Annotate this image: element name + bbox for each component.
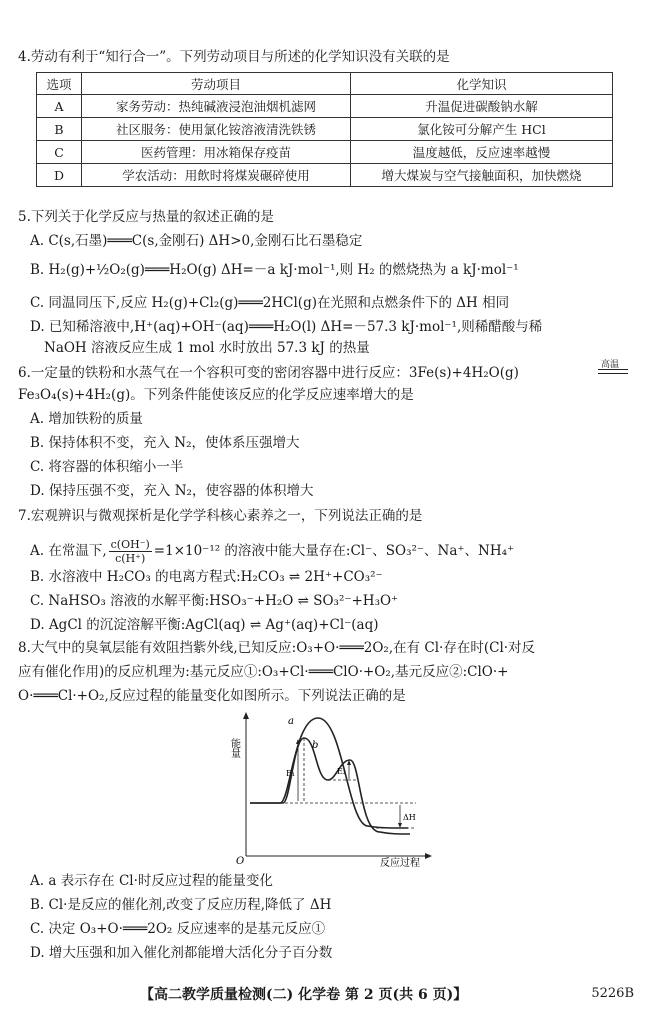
q7-option-d: D. AgCl 的沉淀溶解平衡:AgCl(aq) ⇌ Ag⁺(aq)+Cl⁻(aq) <box>30 617 379 633</box>
curve-a <box>250 718 408 828</box>
page-footer: 【高二教学质量检测(二) 化学卷 第 2 页(共 6 页)】 <box>140 987 468 1003</box>
q6-equal-sign <box>598 369 628 374</box>
q5-option-d-line2: NaOH 溶液反应生成 1 mol 水时放出 57.3 kJ 的热量 <box>44 340 370 356</box>
cell-labor: 社区服务：使用氯化铵溶液清洗铁锈 <box>82 118 351 141</box>
q6-option-a: A. 增加铁粉的质量 <box>30 411 143 427</box>
e2-label: E₂ <box>337 767 347 776</box>
q5-option-b: B. H₂(g)+½O₂(g)═══H₂O(g) ΔH=－a kJ·mol⁻¹,则 H₂ 的燃烧热为 a kJ·mol⁻¹ <box>30 262 519 278</box>
table-header-row <box>37 73 613 95</box>
cell-option: C <box>37 141 82 164</box>
cell-option: A <box>37 95 82 118</box>
curve-b-label: b <box>312 740 319 751</box>
cell-labor: 学农活动：用飲时将煤炭碾碎使用 <box>82 164 351 187</box>
x-axis-label: 反应过程 <box>380 858 420 868</box>
cell-knowledge: 氯化铵可分解产生 HCl <box>351 118 613 141</box>
curve-b <box>250 738 410 834</box>
q6-option-b: B. 保持体积不变，充入 N₂，使体系压强增大 <box>30 435 300 451</box>
y-axis-arrow <box>243 712 249 719</box>
q4-table <box>36 72 613 187</box>
q5-option-c: C. 同温同压下,反应 H₂(g)+Cl₂(g)═══2HCl(g)在光照和点燃条件下的 ΔH 相同 <box>30 295 510 311</box>
q8-stem-line3: O·═══Cl·+O₂,反应过程的能量变化如图所示。下列说法正确的是 <box>18 688 406 704</box>
q8-option-b: B. Cl·是反应的催化剂,改变了反应历程,降低了 ΔH <box>30 897 332 913</box>
q8-option-c: C. 决定 O₃+O·═══2O₂ 反应速率的是基元反应① <box>30 921 326 937</box>
q5-option-d-line1: D. 已知稀溶液中,H⁺(aq)+OH⁻(aq)═══H₂O(l) ΔH=－57.3 kJ·mol⁻¹,则稀醋酸与稀 <box>30 319 543 335</box>
cell-option: D <box>37 164 82 187</box>
header-option: 选项 <box>37 73 82 95</box>
q8-option-a: A. a 表示存在 Cl·时反应过程的能量变化 <box>30 873 273 889</box>
energy-diagram <box>228 708 438 868</box>
curve-a-label: a <box>288 716 294 727</box>
e1-label: E₁ <box>286 769 296 778</box>
q6-stem-line2: Fe₃O₄(s)+4H₂(g)。下列条件能使该反应的化学反应速率增大的是 <box>18 387 414 403</box>
q7-option-a <box>30 538 514 565</box>
q7-option-b: B. 水溶液中 H₂CO₃ 的电离方程式:H₂CO₃ ⇌ 2H⁺+CO₃²⁻ <box>30 569 383 585</box>
cell-option: B <box>37 118 82 141</box>
q7-a-numerator: c(OH⁻) <box>110 538 150 551</box>
table-row <box>37 164 613 187</box>
x-axis-arrow <box>425 853 432 859</box>
q7-a-denominator: c(H⁺) <box>115 552 146 565</box>
y-axis-label: 能量 <box>228 738 240 758</box>
q6-option-d: D. 保持压强不变，充入 N₂，使容器的体积增大 <box>30 483 314 499</box>
table-row <box>37 118 613 141</box>
q8-stem-line1: 8.大气中的臭氧层能有效阻挡紫外线,已知反应:O₃+O·═══2O₂,在有 Cl·存在时(Cl·对反 <box>18 640 536 656</box>
cell-labor: 医药管理：用冰箱保存疫苗 <box>82 141 351 164</box>
cell-knowledge: 温度越低，反应速率越慢 <box>351 141 613 164</box>
table-row <box>37 141 613 164</box>
q5-option-a: A. C(s,石墨)═══C(s,金刚石) ΔH>0,金刚石比石墨稳定 <box>30 233 363 249</box>
q5-stem: 5.下列关于化学反应与热量的叙述正确的是 <box>18 209 274 225</box>
q8-option-d: D. 增大压强和加入催化剂都能增大活化分子百分数 <box>30 945 333 961</box>
q7-a-suffix: =1×10⁻¹² 的溶液中能大量存在:Cl⁻、SO₃²⁻、Na⁺、NH₄⁺ <box>153 543 515 559</box>
cell-knowledge: 升温促进碳酸钠水解 <box>351 95 613 118</box>
cell-knowledge: 增大煤炭与空气接触面积，加快燃烧 <box>351 164 613 187</box>
q6-stem-line1: 6.一定量的铁粉和水蒸气在一个容积可变的密闭容器中进行反应：3Fe(s)+4H₂O(g) <box>18 365 519 381</box>
cell-labor: 家务劳动：热纯碱液浸泡油烟机滤网 <box>82 95 351 118</box>
q4-stem: 4.劳动有利于“知行合一”。下列劳动项目与所述的化学知识没有关联的是 <box>18 49 450 65</box>
header-knowledge: 化学知识 <box>351 73 613 95</box>
q7-a-fraction <box>109 538 152 565</box>
origin-label: O <box>236 856 245 867</box>
q7-stem: 7.宏观辨识与微观探析是化学学科核心素养之一，下列说法正确的是 <box>18 508 423 524</box>
paper-code: 5226B <box>591 986 634 1001</box>
table-row <box>37 95 613 118</box>
q7-a-prefix: A. 在常温下, <box>30 543 107 559</box>
dh-label: ΔH <box>403 813 416 822</box>
q6-condition: 高温 <box>601 360 620 370</box>
q7-option-c: C. NaHSO₃ 溶液的水解平衡:HSO₃⁻+H₂O ⇌ SO₃²⁻+H₃O⁺ <box>30 593 399 609</box>
header-labor: 劳动项目 <box>82 73 351 95</box>
q8-stem-line2: 应有催化作用)的反应机理为:基元反应①:O₃+Cl·═══ClO·+O₂,基元反应②:ClO·+ <box>18 664 509 680</box>
q6-option-c: C. 将容器的体积缩小一半 <box>30 459 184 475</box>
